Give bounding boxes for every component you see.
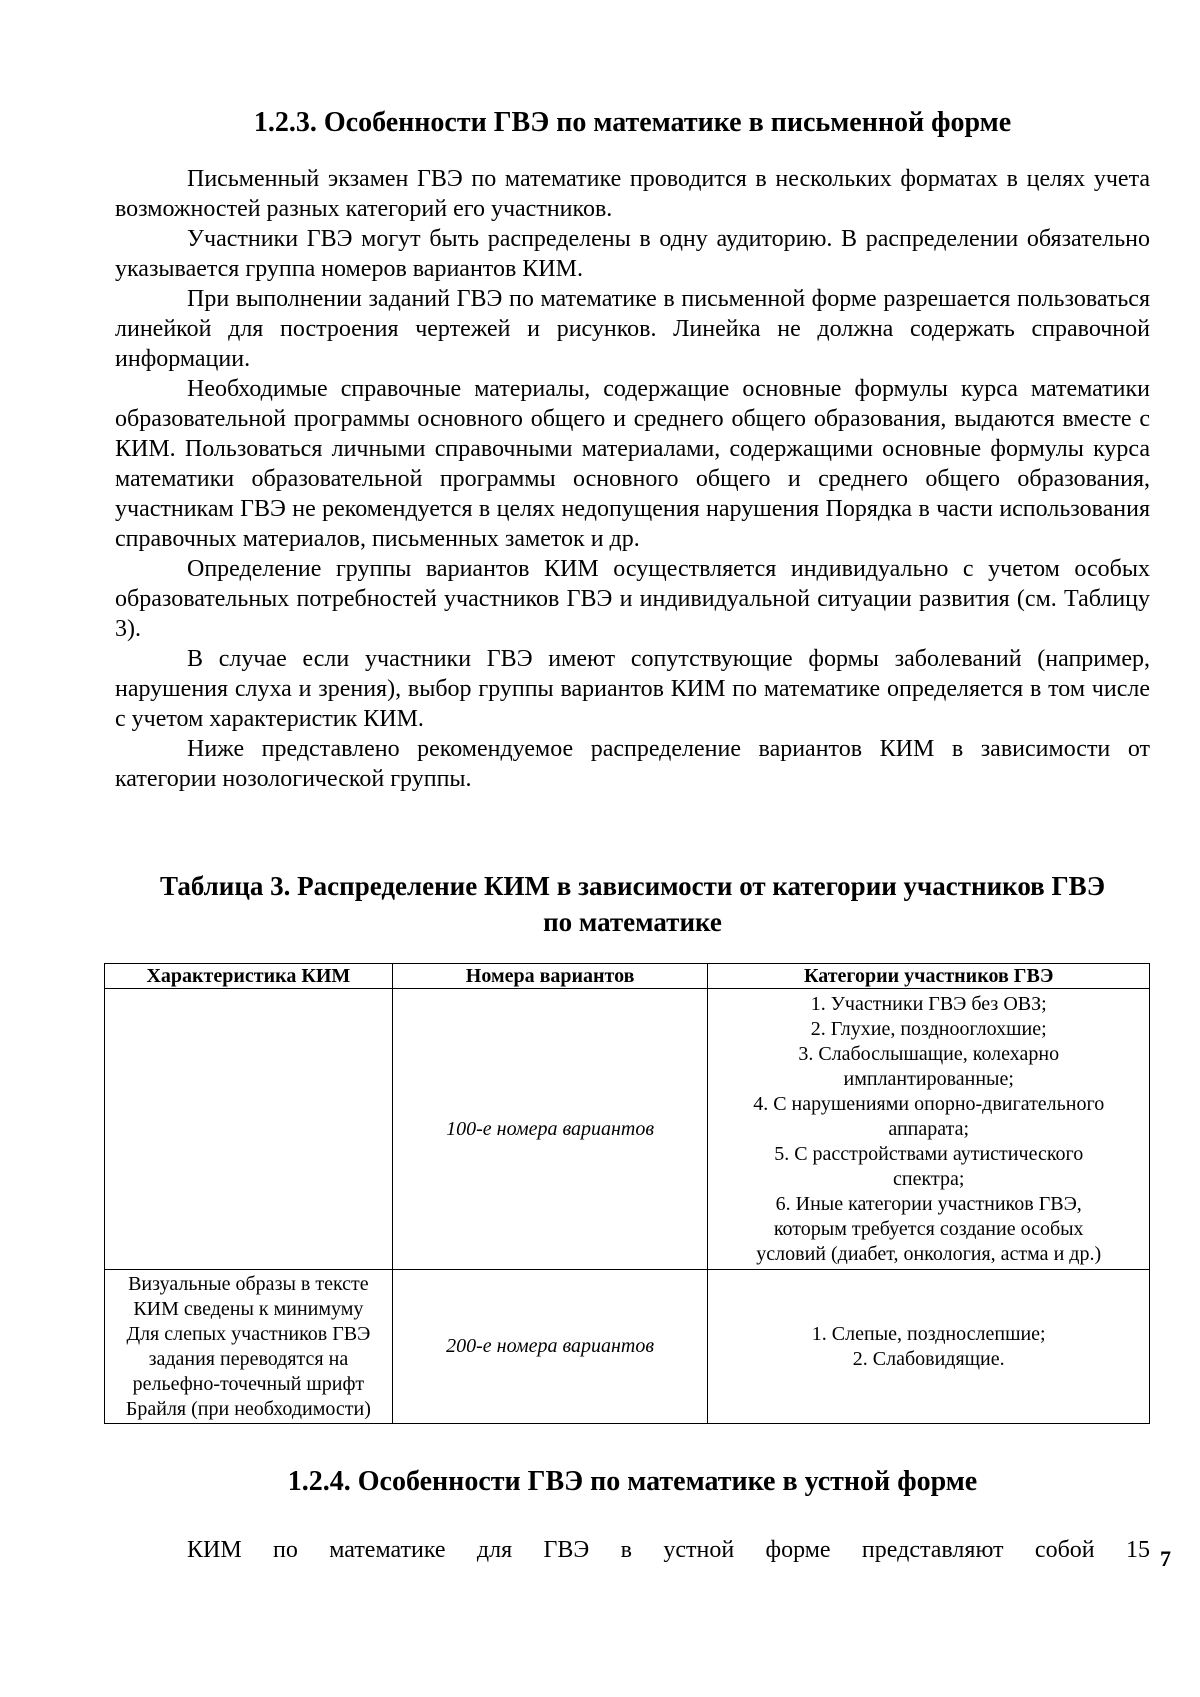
column-header: Характеристика КИМ <box>105 964 393 989</box>
kim-distribution-table <box>104 963 1150 1424</box>
characteristic-line: Визуальные образы в тексте <box>128 1272 369 1295</box>
table-caption <box>115 868 1150 940</box>
paragraph: В случае если участники ГВЭ имеют сопутствующие формы заболеваний (например, нарушения слуха и зрения), выбор группы вариантов КИМ по математике определяется в том числе с учетом характеристик КИМ. <box>115 646 1150 732</box>
category-line: 6. Иные категории участников ГВЭ, <box>775 1192 1082 1215</box>
paragraph: КИМ по математике для ГВЭ в устной форме представляют собой 15 <box>187 1537 1150 1563</box>
paragraph: Участники ГВЭ могут быть распределены в одну аудиторию. В распределении обязательно указывается группа номеров вариантов КИМ. <box>115 226 1150 282</box>
paragraph: Необходимые справочные материалы, содержащие основные формулы курса математики образовательной программы основного общего и среднего общего образования, выдаются вместе с КИМ. Пользоваться личными справочными материалами, содержащими основные формулы курса математики образовательной программы основного общего и среднего общего образования, участникам ГВЭ не рекомендуется в целях недопущения нарушения Порядка в части использования справочных материалов, письменных заметок и др. <box>115 376 1150 552</box>
table-cell-categories <box>708 989 1150 1270</box>
characteristic-line: КИМ сведены к минимуму <box>133 1297 364 1320</box>
table-cell-characteristic <box>105 1270 393 1424</box>
paragraph: Ниже представлено рекомендуемое распределение вариантов КИМ в зависимости от категории нозологической группы. <box>115 736 1150 792</box>
table-cell-categories <box>708 1270 1150 1424</box>
category-line: 4. С нарушениями опорно-двигательного <box>753 1092 1105 1115</box>
category-line: спектра; <box>893 1167 965 1190</box>
category-line: 3. Слабослышащие, колехарно <box>798 1042 1060 1065</box>
category-line: аппарата; <box>888 1117 970 1140</box>
table-caption-line: по математике <box>543 907 722 937</box>
category-line: 1. Слепые, позднослепшие; <box>811 1322 1046 1345</box>
category-line: 1. Участники ГВЭ без ОВЗ; <box>810 992 1047 1015</box>
table-cell-characteristic <box>105 989 393 1270</box>
category-line: имплантированные; <box>843 1067 1014 1090</box>
category-line: 2. Слабовидящие. <box>852 1347 1005 1370</box>
category-line: которым требуется создание особых <box>773 1217 1084 1240</box>
characteristic-line: рельефно-точечный шрифт <box>132 1372 365 1395</box>
characteristic-line: задания переводятся на <box>148 1347 349 1370</box>
category-line: условий (диабет, онкология, астма и др.) <box>756 1242 1102 1265</box>
table-row <box>105 1270 1150 1424</box>
characteristic-line: Для слепых участников ГВЭ <box>126 1322 371 1345</box>
section-body-oral <box>115 1535 1150 1565</box>
section-title-written: 1.2.3. Особенности ГВЭ по математике в письменной форме <box>253 107 1012 138</box>
column-header: Категории участников ГВЭ <box>708 964 1150 989</box>
section-title-oral: 1.2.4. Особенности ГВЭ по математике в устной форме <box>287 1466 978 1497</box>
paragraph: Письменный экзамен ГВЭ по математике проводится в нескольких форматах в целях учета возможностей разных категорий его участников. <box>115 166 1150 222</box>
table-caption-line: Таблица 3. Распределение КИМ в зависимости от категории участников ГВЭ <box>160 871 1105 901</box>
paragraph: Определение группы вариантов КИМ осуществляется индивидуально с учетом особых образовательных потребностей участников ГВЭ и индивидуальной ситуации развития (см. Таблицу 3). <box>115 556 1150 642</box>
table-row <box>105 989 1150 1270</box>
category-line: 2. Глухие, позднооглохшие; <box>810 1017 1047 1040</box>
paragraph: При выполнении заданий ГВЭ по математике в письменной форме разрешается пользоваться линейкой для построения чертежей и рисунков. Линейка не должна содержать справочной информации. <box>115 286 1150 372</box>
table-cell-variants: 200-е номера вариантов <box>392 1270 708 1424</box>
category-line: 5. С расстройствами аутистического <box>774 1142 1084 1165</box>
section-body-written <box>115 164 1150 794</box>
page-number: 7 <box>1160 1546 1171 1571</box>
column-header: Номера вариантов <box>392 964 708 989</box>
characteristic-line: Брайля (при необходимости) <box>125 1397 371 1420</box>
table-cell-variants: 100-е номера вариантов <box>392 989 708 1270</box>
